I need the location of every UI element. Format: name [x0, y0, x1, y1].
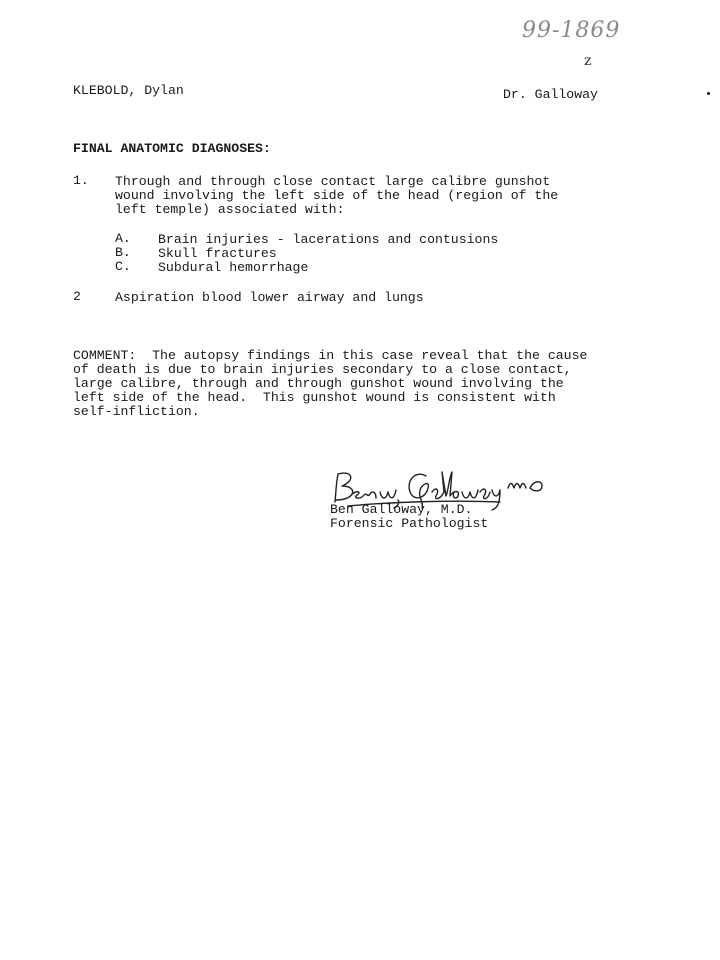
subitem-a-text: Brain injuries - lacerations and contusions — [158, 232, 499, 247]
diagnosis-2-line-1: Aspiration blood lower airway and lungs — [115, 290, 424, 305]
diagnosis-1-line-1: Through and through close contact large calibre gunshot — [115, 174, 551, 189]
corner-mark: z — [584, 53, 592, 69]
subitem-a-letter: A. — [115, 231, 131, 246]
comment-line-1: COMMENT: The autopsy findings in this case reveal that the cause — [73, 348, 588, 363]
comment-line-4: left side of the head. This gunshot wound is consistent with — [73, 390, 556, 405]
diagnoses-heading: FINAL ANATOMIC DIAGNOSES: — [73, 141, 271, 156]
diagnosis-1-line-2: wound involving the left side of the head (region of the — [115, 188, 559, 203]
patient-name: KLEBOLD, Dylan — [73, 83, 184, 98]
physician-name: Dr. Galloway — [503, 87, 598, 102]
comment-line-2: of death is due to brain injuries secondary to a close contact, — [73, 362, 572, 377]
signer-name: Ben Galloway, M.D. — [330, 502, 473, 517]
comment-line-3: large calibre, through and through gunshot wound involving the — [73, 376, 564, 391]
comment-line-5: self-infliction. — [73, 404, 200, 419]
file-number-mark: 99-1869 — [522, 18, 621, 43]
subitem-c-letter: C. — [115, 259, 131, 274]
margin-speck — [707, 92, 710, 95]
signer-title: Forensic Pathologist — [330, 516, 489, 531]
diagnosis-2-number: 2 — [73, 289, 81, 304]
diagnosis-1-number: 1. — [73, 173, 89, 188]
subitem-b-letter: B. — [115, 245, 131, 260]
diagnosis-1-line-3: left temple) associated with: — [115, 202, 345, 217]
subitem-c-text: Subdural hemorrhage — [158, 260, 309, 275]
subitem-b-text: Skull fractures — [158, 246, 277, 261]
